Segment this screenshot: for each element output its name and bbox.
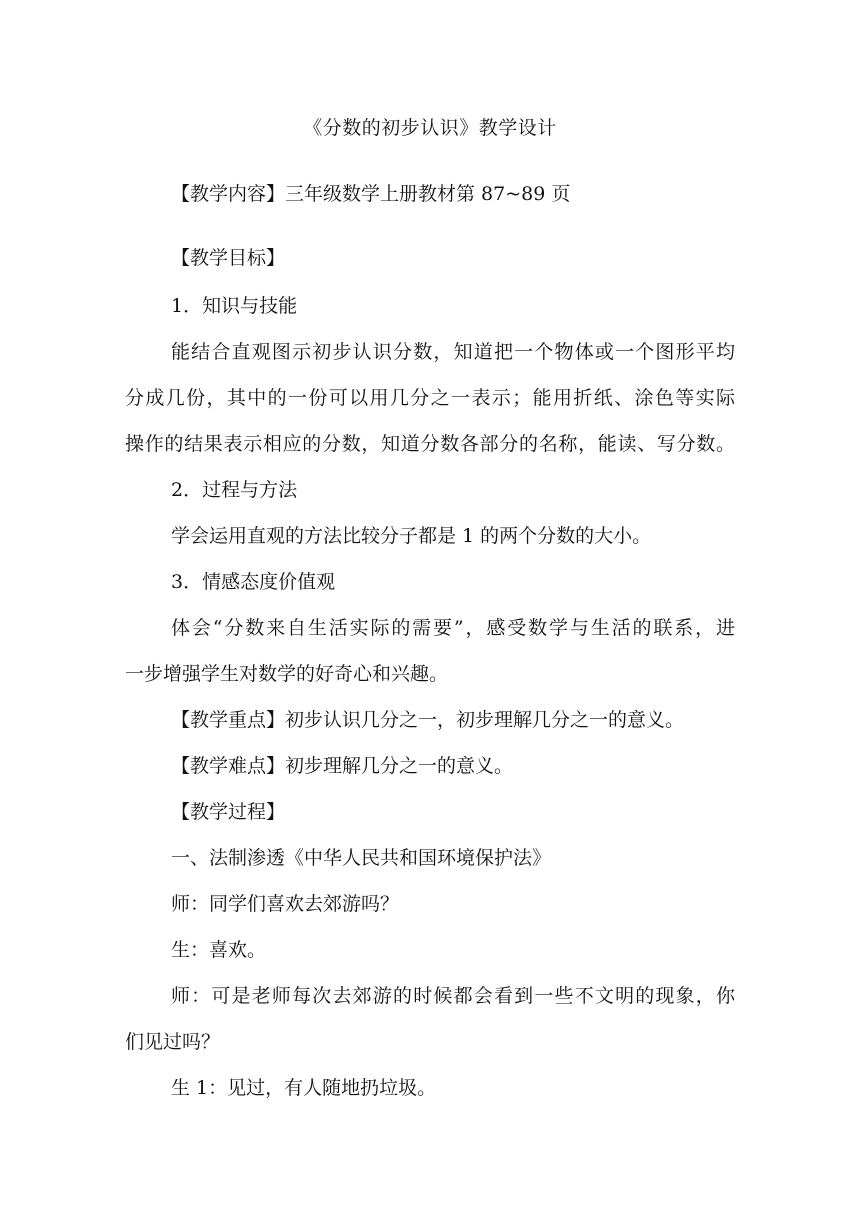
goal3-heading: 3．情感态度价值观 bbox=[171, 571, 336, 593]
document-title: 《分数的初步认识》教学设计 bbox=[303, 117, 557, 139]
key-point-line: 【教学重点】初步认识几分之一，初步理解几分之一的意义。 bbox=[171, 709, 685, 731]
goal1-text-line: 操作的结果表示相应的分数，知道分数各部分的名称，能读、写分数。 bbox=[125, 433, 735, 455]
section1-heading: 一、法制渗透《中华人民共和国环境保护法》 bbox=[171, 847, 552, 869]
goal2-heading: 2．过程与方法 bbox=[171, 479, 298, 501]
goal3-text-line: 体会“分数来自生活实际的需要”，感受数学与生活的联系，进 bbox=[171, 617, 735, 639]
student1-answer: 生 1：见过，有人随地扔垃圾。 bbox=[171, 1077, 437, 1099]
teaching-content-line: 【教学内容】三年级数学上册教材第 87~89 页 bbox=[171, 183, 571, 205]
goal3-text-line: 一步增强学生对数学的好奇心和兴趣。 bbox=[125, 663, 449, 685]
difficulty-line: 【教学难点】初步理解几分之一的意义。 bbox=[171, 755, 514, 777]
process-heading: 【教学过程】 bbox=[171, 801, 286, 823]
goal1-heading: 1．知识与技能 bbox=[171, 295, 298, 317]
teacher-question-line: 师：可是老师每次去郊游的时候都会看到一些不文明的现象，你 bbox=[171, 985, 735, 1007]
teacher-question-line: 们见过吗？ bbox=[125, 1031, 221, 1053]
teaching-goals-heading: 【教学目标】 bbox=[171, 247, 286, 269]
dialogue-line: 生：喜欢。 bbox=[171, 939, 267, 961]
goal1-text-line: 能结合直观图示初步认识分数，知道把一个物体或一个图形平均 bbox=[171, 341, 735, 363]
goal2-text: 学会运用直观的方法比较分子都是 1 的两个分数的大小。 bbox=[171, 525, 652, 547]
goal1-text-line: 分成几份，其中的一份可以用几分之一表示；能用折纸、涂色等实际 bbox=[125, 387, 735, 409]
dialogue-line: 师：同学们喜欢去郊游吗？ bbox=[171, 893, 400, 915]
